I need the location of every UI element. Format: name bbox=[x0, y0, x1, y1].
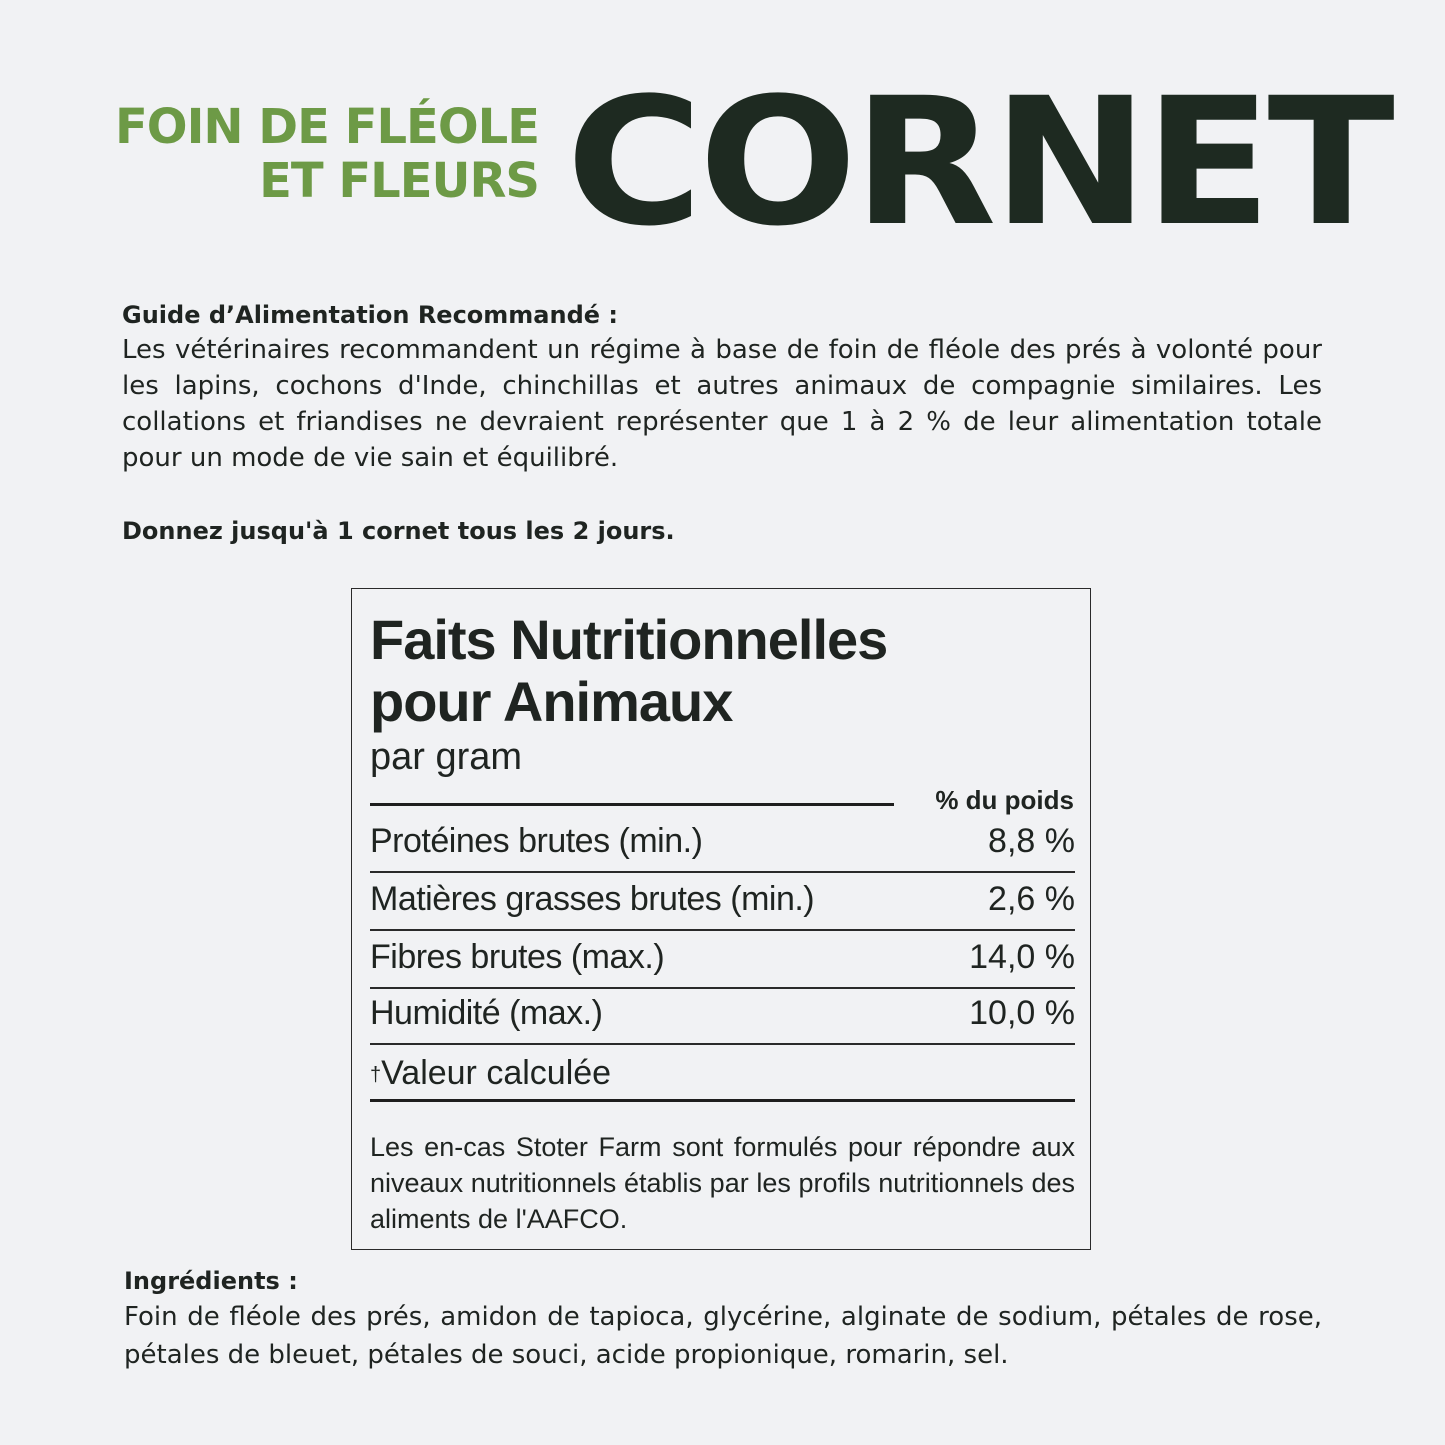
feeding-dose: Donnez jusqu'à 1 cornet tous les 2 jours. bbox=[122, 517, 675, 545]
footnote-label: Valeur calculée bbox=[381, 1054, 612, 1092]
nutrition-unit: par gram bbox=[370, 736, 523, 778]
subtitle-line-2: ET FLEURS bbox=[259, 153, 539, 209]
product-subtitle bbox=[115, 100, 539, 208]
feeding-guide-title: Guide d’Alimentation Recommandé : bbox=[122, 301, 618, 329]
nutrient-label: Protéines brutes (min.) bbox=[370, 822, 703, 860]
nutrition-row-protein bbox=[370, 815, 1075, 873]
footnote-text bbox=[370, 1053, 611, 1093]
nutrition-facts-panel bbox=[351, 588, 1091, 1250]
nutrition-row-fat bbox=[370, 873, 1075, 931]
feeding-guide-body: Les vétérinaires recommandent un régime à base de foin de fléole des prés à volonté pour les lapins, cochons d'Inde, chinchillas et autres animaux de compagnie similaires. Les collations et friandises ne devraient représenter que 1 à 2 % de leur alimentation totale pour un mode de vie sain et équilibré. bbox=[122, 335, 1322, 473]
ingredients-section bbox=[124, 1264, 1322, 1374]
nutrient-value: 14,0 % bbox=[969, 938, 1075, 976]
nutrition-row-fiber bbox=[370, 931, 1075, 989]
header-divider bbox=[370, 803, 894, 806]
dagger-symbol: † bbox=[370, 1064, 382, 1086]
nutrition-title-line-2: pour Animaux bbox=[370, 670, 733, 733]
nutrient-label: Fibres brutes (max.) bbox=[370, 938, 665, 976]
nutrient-value: 10,0 % bbox=[969, 994, 1075, 1032]
nutrition-title-line-1: Faits Nutritionnelles bbox=[370, 608, 888, 671]
nutrient-label: Humidité (max.) bbox=[370, 994, 603, 1032]
column-header: % du poids bbox=[935, 785, 1074, 815]
ingredients-title: Ingrédients : bbox=[124, 1267, 298, 1295]
ingredients-list: Foin de fléole des prés, amidon de tapioca, glycérine, alginate de sodium, pétales de rose, pétales de bleuet, pétales de souci, acide propionique, romarin, sel. bbox=[124, 1302, 1322, 1370]
nutrient-value: 2,6 % bbox=[988, 880, 1075, 918]
subtitle-line-1: FOIN DE FLÉOLE bbox=[114, 99, 539, 155]
aafco-note: Les en-cas Stoter Farm sont formulés pour répondre aux niveaux nutritionnels établis par les profils nutritionnels des aliments de l'AAFCO. bbox=[370, 1132, 1075, 1234]
nutrition-title bbox=[370, 609, 887, 733]
header bbox=[0, 60, 1445, 265]
product-title: CORNET bbox=[566, 60, 1391, 265]
nutrient-value: 8,8 % bbox=[988, 822, 1075, 860]
nutrient-label: Matières grasses brutes (min.) bbox=[370, 880, 815, 918]
nutrition-row-moisture bbox=[370, 987, 1075, 1045]
feeding-guide bbox=[122, 298, 1322, 548]
calculated-value-footnote bbox=[370, 1045, 1075, 1102]
